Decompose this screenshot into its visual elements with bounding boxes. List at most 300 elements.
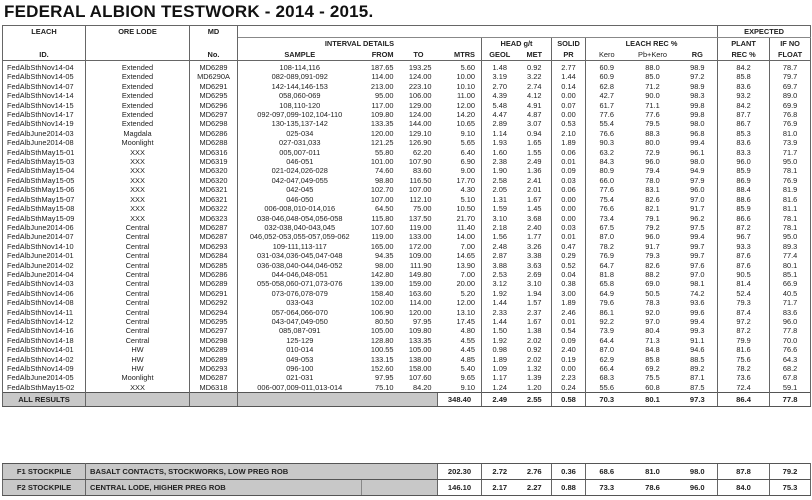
header-expected: EXPECTED xyxy=(718,26,811,38)
cell-mtrs: 9.00 xyxy=(460,166,475,176)
cell-md-no: MD6297 xyxy=(190,110,238,119)
cell-pbkero: 88.3 xyxy=(645,128,660,138)
cell-geol: 3.12 xyxy=(482,279,518,288)
cell-leach-id: FedAlbSthMay15-03 xyxy=(3,157,86,166)
cell-plant-rec: 83.3 xyxy=(718,148,770,157)
table-row xyxy=(3,336,811,345)
cell-ore-lode: XXX xyxy=(86,195,190,204)
cell-geol: 1.89 xyxy=(482,355,518,364)
table-row xyxy=(3,289,811,298)
cell-solid-pr: 0.00 xyxy=(552,204,586,213)
cell-geol: 1.44 xyxy=(482,317,518,326)
cell-kero: 76.6 xyxy=(586,204,628,213)
cell-plant-rec: 52.4 xyxy=(718,289,770,298)
table-row xyxy=(3,232,811,241)
table-row xyxy=(3,317,811,326)
stockpile-pbkero: 81.0 xyxy=(628,464,678,480)
cell-plant-rec: 83.6 xyxy=(718,82,770,91)
cell-from: 75.10 xyxy=(375,382,394,392)
cell-ore-lode: Central xyxy=(86,289,190,298)
cell-from: 107.00 xyxy=(370,194,394,204)
cell-leach-id: FedAlbSthNov14-01 xyxy=(3,345,86,354)
cell-met: 1.20 xyxy=(527,382,542,392)
cell-rg: 97.2 xyxy=(690,72,705,82)
cell-rg: 97.0 xyxy=(690,269,705,279)
cell-pbkero: 77.6 xyxy=(645,110,660,120)
cell-leach-id: FedAlbSthNov14-02 xyxy=(3,355,86,364)
cell-if-no-float: 70.0 xyxy=(770,336,811,345)
header-pbkero: Pb+Kero xyxy=(628,49,678,61)
cell-mtrs: 6.90 xyxy=(460,157,475,167)
cell-geol: 1.90 xyxy=(482,166,518,175)
cell-leach-id: FedAlbSthNov14-17 xyxy=(3,110,86,119)
cell-plant-rec: 97.2 xyxy=(718,317,770,326)
cell-rg: 96.1 xyxy=(690,147,705,157)
cell-from: 115.80 xyxy=(371,213,394,223)
cell-pbkero: 60.8 xyxy=(645,382,660,392)
cell-kero: 62.8 xyxy=(586,82,628,91)
total-blank xyxy=(238,393,438,407)
cell-solid-pr: 2.46 xyxy=(552,308,586,317)
cell-ore-lode: Central xyxy=(86,336,190,345)
cell-solid-pr: 3.00 xyxy=(552,289,586,298)
cell-solid-pr: 0.29 xyxy=(552,251,586,260)
cell-ore-lode: Central xyxy=(86,223,190,232)
cell-met: 2.37 xyxy=(527,307,542,317)
cell-pbkero: 88.2 xyxy=(645,269,660,279)
cell-kero: 60.9 xyxy=(586,72,628,81)
cell-geol: 5.48 xyxy=(482,101,518,110)
cell-geol: 2.53 xyxy=(482,270,518,279)
cell-mtrs: 5.40 xyxy=(460,364,475,373)
total-if-no-float: 77.8 xyxy=(770,393,811,407)
cell-to: 133.35 xyxy=(408,335,432,345)
cell-plant-rec: 85.9 xyxy=(718,204,770,213)
table-row xyxy=(3,204,811,213)
cell-to: 62.20 xyxy=(413,147,432,157)
cell-if-no-float: 69.7 xyxy=(770,82,811,91)
cell-geol: 2.05 xyxy=(482,185,518,194)
table-row xyxy=(3,129,811,138)
cell-from: 142.80 xyxy=(370,269,394,279)
cell-if-no-float: 81.6 xyxy=(770,195,811,204)
cell-if-no-float: 81.9 xyxy=(770,185,811,194)
cell-solid-pr: 0.53 xyxy=(552,119,586,128)
cell-md-no: MD6297 xyxy=(190,326,238,335)
cell-from: 158.40 xyxy=(370,288,394,298)
cell-to: 193.25 xyxy=(408,63,432,72)
cell-plant-rec: 88.6 xyxy=(718,195,770,204)
cell-geol: 1.56 xyxy=(482,232,518,241)
cell-rg: 87.1 xyxy=(690,373,705,383)
cell-sample: 108,110-120 xyxy=(279,100,321,110)
stockpile-mtrs: 202.30 xyxy=(438,464,482,480)
cell-geol: 1.59 xyxy=(482,204,518,213)
table-row xyxy=(3,364,811,373)
cell-plant-rec: 84.2 xyxy=(718,101,770,110)
stockpile-geol: 2.17 xyxy=(482,480,518,496)
cell-to: 97.95 xyxy=(413,316,432,326)
stockpile-geol: 2.72 xyxy=(482,464,518,480)
cell-to: 137.50 xyxy=(408,213,432,223)
cell-mtrs: 7.00 xyxy=(460,241,475,251)
cell-to: 129.00 xyxy=(408,100,432,110)
cell-mtrs: 9.10 xyxy=(460,382,475,392)
cell-if-no-float: 83.6 xyxy=(770,308,811,317)
cell-from: 101.00 xyxy=(370,157,394,167)
header-geol: GEOL xyxy=(482,49,518,61)
header-rg: RG xyxy=(678,49,718,61)
cell-plant-rec: 96.0 xyxy=(718,157,770,166)
table-row xyxy=(3,61,811,73)
cell-leach-id: FedAlbSthNov14-16 xyxy=(3,326,86,335)
cell-sample: 049-053 xyxy=(286,354,314,364)
total-plant-rec: 86.4 xyxy=(718,393,770,407)
cell-sample: 073-076,078-079 xyxy=(271,288,328,298)
stockpile-row-f2 xyxy=(3,480,811,496)
testwork-table xyxy=(2,25,811,407)
cell-sample: 010-014 xyxy=(286,345,314,355)
cell-to: 138.00 xyxy=(408,354,432,364)
cell-met: 1.39 xyxy=(527,373,542,383)
cell-leach-id: FedAlbSthMay15-07 xyxy=(3,195,86,204)
cell-pbkero: 79.3 xyxy=(645,251,660,261)
total-geol: 2.49 xyxy=(482,393,518,407)
cell-plant-rec: 75.6 xyxy=(718,355,770,364)
total-pbkero: 80.1 xyxy=(628,393,678,407)
cell-ore-lode: XXX xyxy=(86,148,190,157)
cell-if-no-float: 78.1 xyxy=(770,214,811,223)
cell-rg: 91.7 xyxy=(690,204,705,214)
header-pr: PR xyxy=(552,49,586,61)
cell-met: 1.65 xyxy=(527,138,542,148)
table-row xyxy=(3,119,811,128)
cell-md-no: MD6295 xyxy=(190,91,238,100)
cell-from: 213.00 xyxy=(370,81,394,91)
cell-leach-id: FedAlbSthNov14-18 xyxy=(3,336,86,345)
cell-solid-pr: 0.47 xyxy=(552,242,586,251)
cell-plant-rec: 93.3 xyxy=(718,242,770,251)
header-leach-rec: LEACH REC % xyxy=(586,38,718,50)
cell-geol: 3.88 xyxy=(482,261,518,270)
table-row xyxy=(3,157,811,166)
cell-geol: 3.19 xyxy=(482,72,518,81)
total-mtrs: 348.40 xyxy=(438,393,482,407)
cell-geol: 1.92 xyxy=(482,289,518,298)
cell-from: 152.60 xyxy=(370,364,394,373)
cell-geol: 1.93 xyxy=(482,138,518,147)
cell-from: 98.00 xyxy=(375,260,394,270)
cell-from: 119.00 xyxy=(371,232,394,242)
cell-ore-lode: XXX xyxy=(86,166,190,175)
cell-leach-id: FedAlbSthNov14-08 xyxy=(3,298,86,307)
cell-sample: 108-114,116 xyxy=(279,63,320,72)
cell-if-no-float: 71.7 xyxy=(770,148,811,157)
cell-md-no: MD6292 xyxy=(190,298,238,307)
cell-to: 124.00 xyxy=(408,110,432,120)
header-sample: SAMPLE xyxy=(238,49,362,61)
header-id: ID. xyxy=(3,49,86,61)
cell-rg: 98.3 xyxy=(690,91,705,101)
cell-pbkero: 69.2 xyxy=(645,364,660,373)
cell-leach-id: FedAlbSthMay15-04 xyxy=(3,166,86,175)
cell-from: 74.60 xyxy=(375,166,394,176)
cell-from: 55.80 xyxy=(375,147,394,157)
cell-kero: 86.1 xyxy=(586,308,628,317)
cell-pbkero: 85.0 xyxy=(645,72,660,82)
header-from: FROM xyxy=(362,49,400,61)
table-row xyxy=(3,101,811,110)
table-row xyxy=(3,242,811,251)
cell-met: 1.38 xyxy=(527,326,542,336)
cell-met: 1.67 xyxy=(527,194,542,204)
cell-mtrs: 4.55 xyxy=(460,335,475,345)
table-row xyxy=(3,251,811,260)
header-to: TO xyxy=(400,49,438,61)
cell-to: 158.00 xyxy=(408,364,432,373)
cell-if-no-float: 73.9 xyxy=(770,138,811,147)
cell-mtrs: 20.00 xyxy=(456,279,475,289)
cell-rg: 99.3 xyxy=(690,326,705,336)
cell-from: 106.90 xyxy=(370,307,394,317)
cell-md-no: MD6284 xyxy=(190,251,238,260)
cell-from: 94.35 xyxy=(375,251,394,261)
stockpile-pr: 0.88 xyxy=(552,480,586,496)
cell-sample: 005,007-011 xyxy=(279,147,321,157)
cell-ore-lode: XXX xyxy=(86,157,190,166)
cell-met: 3.63 xyxy=(527,260,542,270)
cell-if-no-float: 69.9 xyxy=(770,101,811,110)
cell-leach-id: FedAlbJune2014-01 xyxy=(3,251,86,260)
cell-sample: 082-089,091-092 xyxy=(271,72,328,82)
cell-if-no-float: 81.1 xyxy=(770,204,811,213)
cell-geol: 4.39 xyxy=(482,91,518,100)
cell-solid-pr: 0.24 xyxy=(552,383,586,393)
cell-pbkero: 79.4 xyxy=(645,166,660,176)
cell-leach-id: FedAlbSthNov14-14 xyxy=(3,91,86,100)
cell-from: 187.65 xyxy=(370,63,394,72)
cell-mtrs: 13.10 xyxy=(456,307,475,317)
cell-rg: 99.7 xyxy=(690,251,705,261)
table-row xyxy=(3,214,811,223)
cell-if-no-float: 89.0 xyxy=(770,91,811,100)
cell-mtrs: 4.45 xyxy=(460,345,475,355)
cell-kero: 55.4 xyxy=(586,119,628,128)
cell-kero: 84.3 xyxy=(586,157,628,166)
cell-to: 75.00 xyxy=(413,204,432,214)
cell-met: 1.32 xyxy=(527,364,542,373)
cell-sample: 025-034 xyxy=(286,128,314,138)
header-no: No. xyxy=(190,49,238,61)
table-row xyxy=(3,373,811,382)
cell-from: 120.00 xyxy=(370,128,394,138)
cell-mtrs: 12.00 xyxy=(456,298,475,308)
cell-met: 2.41 xyxy=(527,175,542,185)
cell-geol: 1.24 xyxy=(482,383,518,393)
cell-sample: 109-111,113-117 xyxy=(272,241,327,251)
cell-solid-pr: 0.01 xyxy=(552,157,586,166)
cell-sample: 042-047,049-055 xyxy=(271,175,328,185)
cell-leach-id: FedAlbSthNov14-06 xyxy=(3,289,86,298)
cell-solid-pr: 0.09 xyxy=(552,336,586,345)
cell-ore-lode: Moonlight xyxy=(86,138,190,147)
cell-to: 144.00 xyxy=(408,119,432,129)
cell-rg: 74.2 xyxy=(690,288,705,298)
cell-solid-pr: 2.10 xyxy=(552,129,586,138)
cell-from: 117.00 xyxy=(371,100,394,110)
cell-if-no-float: 78.1 xyxy=(770,166,811,175)
cell-plant-rec: 84.2 xyxy=(718,61,770,73)
cell-solid-pr: 0.52 xyxy=(552,261,586,270)
cell-mtrs: 11.40 xyxy=(457,222,475,232)
cell-kero: 73.4 xyxy=(586,214,628,223)
cell-to: 120.00 xyxy=(408,307,432,317)
cell-md-no: MD6289 xyxy=(190,61,238,73)
cell-leach-id: FedAlbSthNov14-07 xyxy=(3,82,86,91)
cell-plant-rec: 87.6 xyxy=(718,261,770,270)
cell-pbkero: 96.0 xyxy=(645,232,660,242)
cell-geol: 1.50 xyxy=(482,326,518,335)
cell-ore-lode: Central xyxy=(86,261,190,270)
cell-solid-pr: 1.89 xyxy=(552,298,586,307)
cell-solid-pr: 2.40 xyxy=(552,345,586,354)
cell-mtrs: 14.00 xyxy=(456,232,475,242)
header-solid: SOLID xyxy=(552,38,586,50)
cell-kero: 65.8 xyxy=(586,279,628,288)
cell-sample: 033-043 xyxy=(286,298,314,308)
cell-leach-id: FedAlbJune2014-05 xyxy=(3,373,86,382)
cell-md-no: MD6289 xyxy=(190,279,238,288)
cell-kero: 81.8 xyxy=(586,270,628,279)
cell-leach-id: FedAlbJune2014-07 xyxy=(3,232,86,241)
cell-leach-id: FedAlbSthMay15-05 xyxy=(3,176,86,185)
cell-pbkero: 84.8 xyxy=(645,345,660,355)
cell-solid-pr: 0.00 xyxy=(552,110,586,119)
cell-rg: 98.9 xyxy=(690,81,705,91)
cell-md-no: MD6295 xyxy=(190,317,238,326)
cell-md-no: MD6298 xyxy=(190,336,238,345)
total-blank xyxy=(190,393,238,407)
cell-from: 114.00 xyxy=(371,72,394,82)
cell-from: 102.70 xyxy=(370,185,394,195)
cell-to: 112.10 xyxy=(409,194,432,204)
cell-ore-lode: Central xyxy=(86,242,190,251)
cell-met: 1.77 xyxy=(527,232,542,242)
table-row xyxy=(3,383,811,393)
cell-leach-id: FedAlbSthMay15-02 xyxy=(3,383,86,393)
cell-pbkero: 71.1 xyxy=(645,100,660,110)
cell-leach-id: FedAlbSthNov14-09 xyxy=(3,364,86,373)
cell-rg: 96.0 xyxy=(690,185,705,195)
header-met: MET xyxy=(518,49,552,61)
cell-ore-lode: XXX xyxy=(86,214,190,223)
cell-leach-id: FedAlbSthMay15-06 xyxy=(3,185,86,194)
cell-plant-rec: 78.2 xyxy=(718,364,770,373)
cell-md-no: MD6319 xyxy=(190,157,238,166)
cell-plant-rec: 88.4 xyxy=(718,185,770,194)
cell-leach-id: FedAlbSthNov14-03 xyxy=(3,279,86,288)
cell-plant-rec: 79.3 xyxy=(718,298,770,307)
cell-if-no-float: 79.7 xyxy=(770,72,811,81)
cell-solid-pr: 2.23 xyxy=(552,373,586,382)
cell-pbkero: 96.0 xyxy=(645,157,660,167)
cell-pbkero: 79.5 xyxy=(645,119,660,129)
header-spacer xyxy=(3,38,86,50)
stockpile-if-no-float: 79.2 xyxy=(770,464,811,480)
cell-sample: 031-034,036-045,047-048 xyxy=(257,251,343,261)
cell-leach-id: FedAlbSthNov14-15 xyxy=(3,101,86,110)
cell-leach-id: FedAlbSthMay15-09 xyxy=(3,214,86,223)
cell-met: 4.87 xyxy=(527,110,542,120)
cell-solid-pr: 0.03 xyxy=(552,223,586,232)
cell-kero: 42.7 xyxy=(586,91,628,100)
cell-solid-pr: 0.03 xyxy=(552,176,586,185)
cell-plant-rec: 87.4 xyxy=(718,308,770,317)
cell-solid-pr: 0.09 xyxy=(552,166,586,175)
cell-ore-lode: HW xyxy=(86,345,190,354)
cell-pbkero: 83.1 xyxy=(645,185,660,195)
cell-if-no-float: 85.1 xyxy=(770,270,811,279)
stockpile-kero: 68.6 xyxy=(586,464,628,480)
cell-mtrs: 4.30 xyxy=(460,185,475,195)
stockpile-if-no-float: 75.3 xyxy=(770,480,811,496)
cell-rg: 87.5 xyxy=(690,382,705,392)
cell-kero: 66.0 xyxy=(586,176,628,185)
cell-leach-id: FedAlbSthNov14-04 xyxy=(3,61,86,73)
all-results-row xyxy=(3,393,811,407)
cell-rg: 98.9 xyxy=(690,63,705,72)
cell-rg: 88.5 xyxy=(690,354,705,364)
cell-rg: 99.7 xyxy=(690,241,705,251)
stockpile-rg: 98.0 xyxy=(678,464,718,480)
cell-rg: 99.4 xyxy=(690,138,705,148)
cell-md-no: MD6321 xyxy=(190,195,238,204)
cell-leach-id: FedAlbSthMay15-08 xyxy=(3,204,86,213)
cell-kero: 76.9 xyxy=(586,251,628,260)
cell-from: 102.00 xyxy=(370,298,394,308)
cell-geol: 1.44 xyxy=(482,298,518,307)
table-row xyxy=(3,91,811,100)
cell-kero: 87.0 xyxy=(586,345,628,354)
stockpile-mtrs: 146.10 xyxy=(438,480,482,496)
table-row xyxy=(3,345,811,354)
cell-pbkero: 82.6 xyxy=(645,260,660,270)
header-head-gt: HEAD g/t xyxy=(482,38,552,50)
cell-md-no: MD6286 xyxy=(190,270,238,279)
table-row xyxy=(3,279,811,288)
cell-rg: 97.6 xyxy=(690,260,705,270)
cell-leach-id: FedAlbJune2014-06 xyxy=(3,223,86,232)
cell-leach-id: FedAlbSthNov14-19 xyxy=(3,119,86,128)
table-row xyxy=(3,166,811,175)
cell-solid-pr: 0.54 xyxy=(552,326,586,335)
cell-md-no: MD6289 xyxy=(190,355,238,364)
cell-pbkero: 88.0 xyxy=(645,63,660,72)
cell-ore-lode: Extended xyxy=(86,119,190,128)
cell-plant-rec: 86.7 xyxy=(718,119,770,128)
cell-sample: 085,087-091 xyxy=(278,326,321,336)
cell-sample: 092-097,099-102,104-110 xyxy=(257,110,343,120)
cell-plant-rec: 73.6 xyxy=(718,373,770,382)
cell-met: 1.57 xyxy=(527,298,542,308)
cell-if-no-float: 71.7 xyxy=(770,298,811,307)
cell-to: 105.00 xyxy=(408,345,432,355)
cell-ore-lode: Extended xyxy=(86,91,190,100)
cell-to: 114.00 xyxy=(409,298,432,308)
cell-mtrs: 4.85 xyxy=(460,354,475,364)
cell-rg: 99.6 xyxy=(690,307,705,317)
stockpile-rg: 96.0 xyxy=(678,480,718,496)
